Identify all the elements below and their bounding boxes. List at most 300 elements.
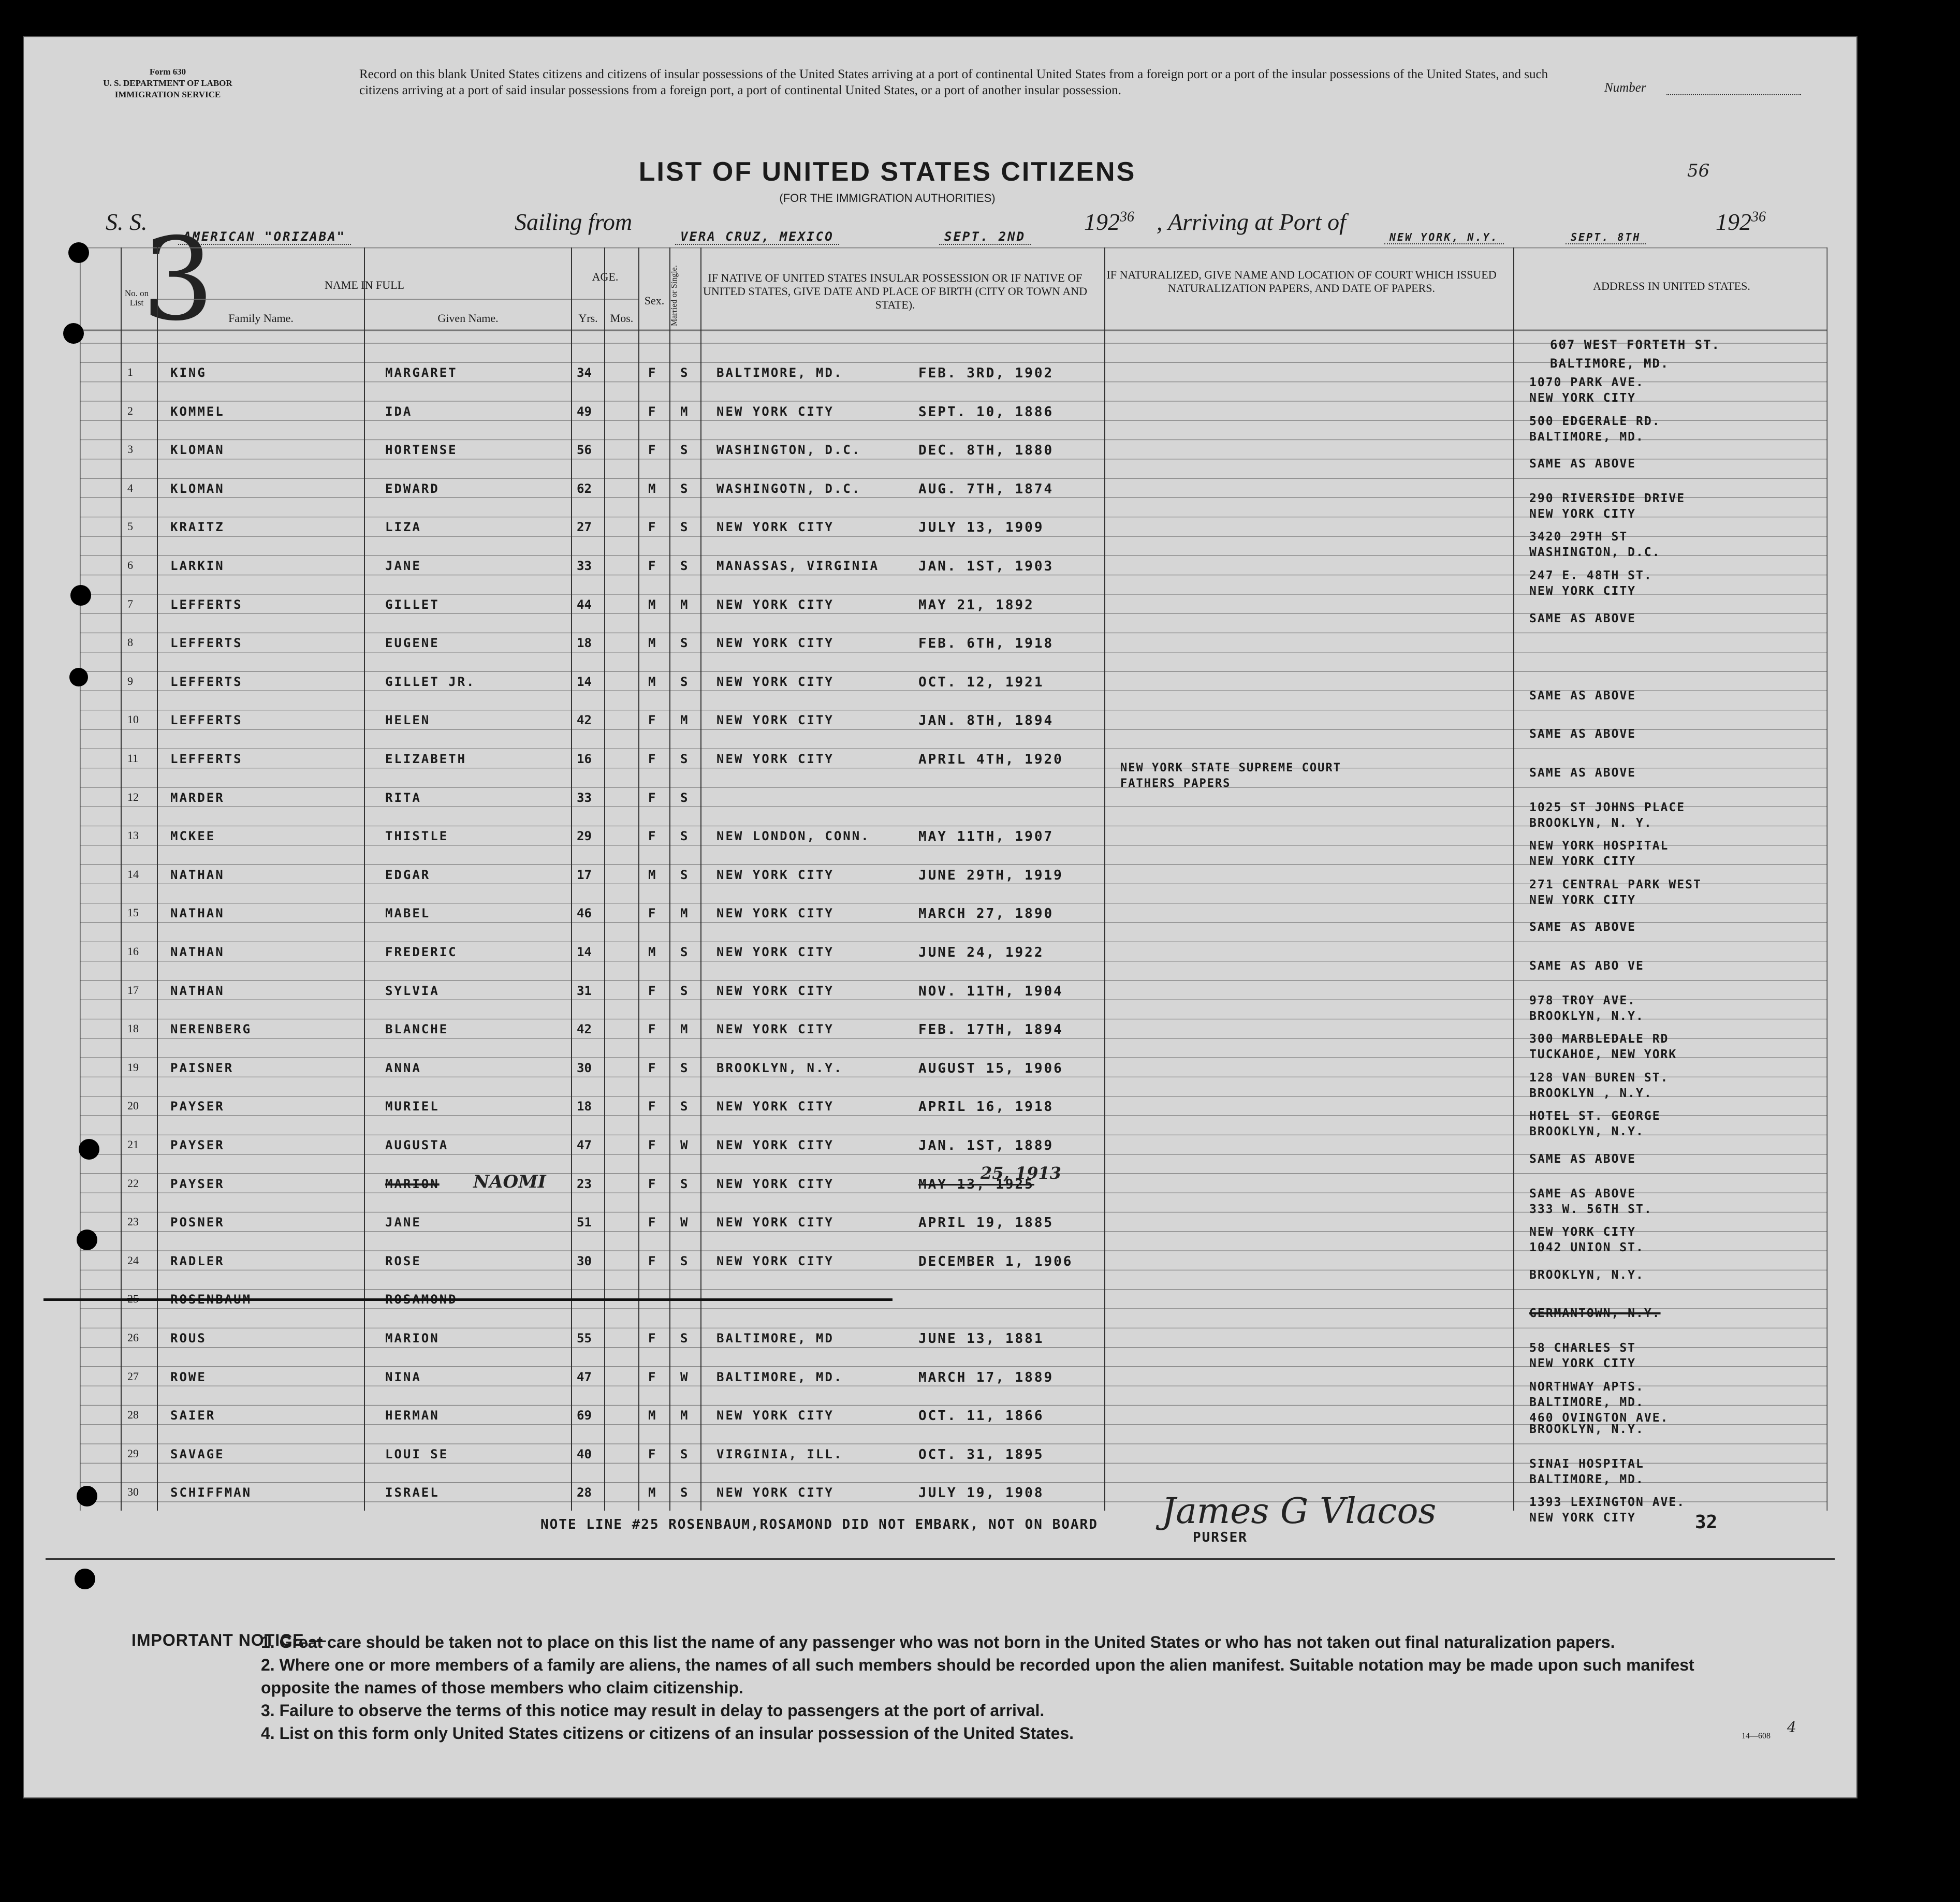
marital-status: S (680, 365, 688, 380)
birth-place: NEW YORK CITY (716, 867, 834, 882)
sex: F (648, 983, 656, 998)
sex: M (648, 674, 656, 689)
age-years: 56 (577, 443, 592, 458)
marital-status: S (680, 481, 688, 496)
birth-place: NEW YORK CITY (716, 597, 834, 612)
row-number: 17 (127, 983, 139, 997)
departure-date-field (939, 218, 1031, 244)
birth-place: NEW YORK CITY (716, 945, 834, 959)
marital-status: S (680, 1331, 688, 1345)
address-line: 1025 ST JOHNS PLACE (1529, 800, 1686, 814)
marital-status: S (680, 1099, 688, 1114)
given-name: EDWARD (385, 481, 440, 496)
binder-hole (75, 1569, 95, 1589)
address-line: BALTIMORE, MD. (1529, 1395, 1644, 1409)
family-name: KING (170, 365, 207, 380)
column-header-naturalization: IF NATURALIZED, GIVE NAME AND LOCATION OF COURT WHICH ISSUED NATURALIZATION PAPERS, AND DATE OF PAPERS. (1106, 268, 1497, 295)
age-years: 46 (577, 906, 592, 921)
given-name: LOUI SE (385, 1446, 449, 1461)
address-line: BROOKLYN, N.Y. (1529, 1009, 1644, 1023)
table-row (80, 1013, 1827, 1062)
sex: F (648, 829, 656, 844)
address-line: NEW YORK CITY (1529, 507, 1636, 521)
given-name: HELEN (385, 713, 431, 728)
age-years: 40 (577, 1446, 592, 1461)
purser-label: PURSER (1193, 1530, 1248, 1545)
table-row (80, 1090, 1827, 1139)
age-years: 14 (577, 945, 592, 959)
family-name: PAYSER (170, 1138, 225, 1152)
strike-through-line (43, 1298, 893, 1301)
address-line: SAME AS ABOVE (1529, 1187, 1636, 1201)
family-name: POSNER (170, 1215, 225, 1230)
address (1529, 1306, 1661, 1321)
birth-place: BROOKLYN, N.Y. (716, 1060, 843, 1075)
notice-item: 3. Failure to observe the terms of this notice may result in delay to passengers at the port of arrival. (261, 1701, 1045, 1720)
row-number: 10 (127, 713, 139, 726)
address-line: TUCKAHOE, NEW YORK (1529, 1048, 1677, 1062)
marital-status: W (680, 1138, 688, 1152)
birth-date: OCT. 12, 1921 (918, 674, 1044, 690)
table-row (80, 704, 1827, 742)
family-name: LARKIN (170, 559, 225, 573)
notice-item: 1. Great care should be taken not to place on this list the name of any passenger who was not born in the United States or who has not taken out final naturalization papers. (261, 1633, 1615, 1651)
address (1529, 726, 1636, 742)
row-number: 9 (127, 674, 133, 687)
address-line: 58 CHARLES ST (1529, 1341, 1636, 1355)
family-name: RADLER (170, 1253, 225, 1268)
address-line: 247 E. 48TH ST. (1529, 569, 1652, 582)
given-name: MARGARET (385, 365, 458, 380)
sex: M (648, 1485, 656, 1500)
footnote: NOTE LINE #25 ROSENBAUM,ROSAMOND DID NOT EMBARK, NOT ON BOARD (540, 1517, 1098, 1532)
birth-date: JAN. 8TH, 1894 (918, 713, 1054, 729)
row-number: 15 (127, 906, 139, 919)
table-row (80, 472, 1827, 521)
family-name: KLOMAN (170, 443, 225, 458)
address-line: NEW YORK CITY (1529, 893, 1636, 907)
row-number: 2 (127, 404, 133, 417)
notice-heading: IMPORTANT NOTICE.— (131, 1631, 327, 1649)
marital-status: S (680, 945, 688, 959)
address-line: SAME AS ABOVE (1529, 611, 1636, 625)
address-line: SINAI HOSPITAL (1529, 1457, 1644, 1471)
family-name: MARDER (170, 790, 225, 805)
row-number: 22 (127, 1176, 139, 1190)
table-row (80, 626, 1827, 665)
column-header-address: ADDRESS IN UNITED STATES. (1593, 280, 1750, 292)
birth-place: NEW YORK CITY (716, 906, 834, 921)
naturalization-line: FATHERS PAPERS (1120, 777, 1231, 790)
address-line: SAME AS ABOVE (1529, 1152, 1636, 1166)
given-name: MURIEL (385, 1099, 440, 1114)
form-department: U. S. DEPARTMENT OF LABOR (103, 78, 232, 88)
address-line: BALTIMORE, MD. (1529, 430, 1644, 444)
marital-status: S (680, 674, 688, 689)
given-name: MABEL (385, 906, 431, 921)
given-name: MARION (385, 1176, 440, 1191)
birth-place: NEW YORK CITY (716, 1408, 834, 1423)
row-number: 29 (127, 1446, 139, 1460)
departure-port-field (675, 218, 839, 244)
address (1529, 1495, 1685, 1526)
row-number: 13 (127, 829, 139, 842)
section-divider (46, 1558, 1835, 1560)
page-count: 32 (1695, 1512, 1718, 1533)
address-line: BROOKLYN, N.Y. (1529, 1268, 1644, 1282)
address (1529, 611, 1636, 626)
form-code: 14—608 (1742, 1732, 1771, 1740)
sex: F (648, 443, 656, 458)
binder-hole (68, 242, 89, 263)
list-number-mark: 3 (142, 213, 214, 346)
arrival-date: SEPT. 8TH (1566, 231, 1646, 244)
column-header-age: AGE. (592, 270, 619, 283)
sex: F (648, 1022, 656, 1037)
given-name: GILLET (385, 597, 440, 612)
age-years: 69 (577, 1408, 592, 1423)
marital-status: S (680, 1060, 688, 1075)
family-name: LEFFERTS (170, 636, 243, 651)
marital-status: S (680, 752, 688, 766)
age-years: 18 (577, 636, 592, 651)
sex: M (648, 867, 656, 882)
table-row (80, 1163, 1827, 1216)
form-service: IMMIGRATION SERVICE (114, 90, 221, 99)
column-header-family-name: Family Name. (228, 312, 294, 325)
table-row (80, 1399, 1827, 1438)
arrival-year: $192^{36}$ (1716, 209, 1766, 235)
marital-status: S (680, 559, 688, 573)
marital-status: S (680, 520, 688, 535)
birth-date: APRIL 4TH, 1920 (918, 752, 1063, 767)
column-header-birth: IF NATIVE OF UNITED STATES INSULAR POSSESSION OR IF NATIVE OF UNITED STATES, GIVE DATE AND PLACE OF BIRTH (CITY OR TOWN AND STATE). (703, 271, 1088, 311)
birth-place: NEW YORK CITY (716, 636, 834, 651)
row-number: 12 (127, 790, 139, 803)
row-number: 5 (127, 520, 133, 533)
age-years: 28 (577, 1485, 592, 1500)
address-line: SAME AS ABOVE (1529, 689, 1636, 703)
table-row (80, 820, 1827, 869)
address-line: NEW YORK CITY (1529, 1225, 1636, 1239)
address-line: GERMANTOWN, N.Y. (1529, 1307, 1661, 1321)
marital-status: S (680, 1176, 688, 1191)
address (1529, 958, 1644, 974)
address-line: NEW YORK CITY (1529, 1511, 1636, 1525)
arriving-label: , Arriving at Port of (1157, 209, 1346, 235)
table-row (80, 588, 1827, 627)
marital-status: M (680, 1408, 688, 1423)
row-number: 6 (127, 559, 133, 572)
form-identifier (90, 66, 245, 100)
age-years: 14 (577, 674, 592, 689)
marital-status: M (680, 1022, 688, 1037)
age-years: 55 (577, 1331, 592, 1345)
birth-date: MARCH 17, 1889 (918, 1369, 1054, 1385)
ship-name: AMERICAN "ORIZABA" (178, 229, 351, 245)
birth-date: APRIL 16, 1918 (918, 1099, 1054, 1115)
address-line: SAME AS ABO VE (1529, 959, 1644, 973)
row-number: 11 (127, 752, 139, 765)
given-name: RITA (385, 790, 421, 805)
address (1529, 688, 1636, 704)
address-line: SAME AS ABOVE (1529, 766, 1636, 780)
sex: F (648, 1176, 656, 1191)
address-line: SAME AS ABOVE (1529, 457, 1636, 471)
birth-place: NEW YORK CITY (716, 674, 834, 689)
number-blank-line (1666, 94, 1801, 95)
birth-place: NEW YORK CITY (716, 1022, 834, 1037)
birth-date: FEB. 3RD, 1902 (918, 365, 1054, 381)
arrival-port: NEW YORK, N.Y. (1384, 231, 1504, 244)
page-subtitle: (FOR THE IMMIGRATION AUTHORITIES) (779, 192, 996, 204)
address-line: 290 RIVERSIDE DRIVE (1529, 491, 1686, 505)
age-years: 33 (577, 559, 592, 573)
sex: F (648, 1138, 656, 1152)
given-name: EUGENE (385, 636, 440, 651)
family-name: SCHIFFMAN (170, 1485, 252, 1500)
row-number: 7 (127, 597, 133, 610)
marital-status: S (680, 636, 688, 651)
given-name: FREDERIC (385, 945, 458, 959)
marital-status: S (680, 1253, 688, 1268)
family-name: SAIER (170, 1408, 216, 1423)
sex: F (648, 365, 656, 380)
table-row (80, 510, 1827, 560)
naturalization-court (1120, 760, 1341, 792)
address-line: BROOKLYN, N. Y. (1529, 816, 1652, 830)
row-number: 16 (127, 945, 139, 958)
given-name: AUGUSTA (385, 1138, 449, 1152)
birth-date: FEB. 17TH, 1894 (918, 1022, 1063, 1038)
sheet-number: 56 (1687, 160, 1710, 181)
given-name: ROSE (385, 1253, 421, 1268)
address-line: 333 W. 56TH ST. (1529, 1202, 1652, 1216)
address-line: 271 CENTRAL PARK WEST (1529, 877, 1702, 891)
table-row (80, 1051, 1827, 1100)
row-number: 3 (127, 443, 133, 456)
sex: F (648, 1369, 656, 1384)
column-header-marital-status: Married or Single. (670, 265, 679, 326)
age-years: 47 (577, 1138, 592, 1152)
address-line: 1393 LEXINGTON AVE. (1529, 1496, 1686, 1510)
address (1529, 1422, 1644, 1437)
birth-place: NEW YORK CITY (716, 1176, 834, 1191)
address-line: BROOKLYN, N.Y. (1529, 1125, 1644, 1139)
address-line: SAME AS ABOVE (1529, 727, 1636, 741)
age-years: 18 (577, 1099, 592, 1114)
first-address: 607 WEST FORTETH ST. BALTIMORE, MD. (1550, 338, 1720, 371)
given-name: ROSAMOND (385, 1292, 458, 1307)
marital-status: S (680, 443, 688, 458)
sex: M (648, 945, 656, 959)
form-number: Form 630 (149, 67, 186, 77)
sex: M (648, 1408, 656, 1423)
birth-place: NEW YORK CITY (716, 1485, 834, 1500)
sex: F (648, 520, 656, 535)
family-name: ROUS (170, 1331, 207, 1345)
row-number: 4 (127, 481, 133, 494)
marital-status: S (680, 829, 688, 844)
row-number: 21 (127, 1138, 139, 1151)
birth-place: NEW YORK CITY (716, 1215, 834, 1230)
address-line: SAME AS ABOVE (1529, 920, 1636, 934)
address-line: 1042 UNION ST. (1529, 1241, 1644, 1255)
row-number: 30 (127, 1485, 139, 1499)
birth-date: JUNE 13, 1881 (918, 1331, 1044, 1347)
address-line: NEW YORK CITY (1529, 1357, 1636, 1370)
address-line: 1070 PARK AVE. (1529, 376, 1644, 389)
age-years: 51 (577, 1215, 592, 1230)
marital-status: S (680, 867, 688, 882)
age-years: 17 (577, 867, 592, 882)
table-row (80, 1206, 1827, 1255)
given-name: HORTENSE (385, 443, 458, 458)
marital-status: S (680, 983, 688, 998)
arrival-date-field (1566, 218, 1646, 241)
table-row (80, 935, 1827, 974)
family-name: LEFFERTS (170, 752, 243, 766)
departure-year: $192^{36}$ (1084, 209, 1134, 235)
birth-date: APRIL 19, 1885 (918, 1215, 1054, 1231)
marital-status: M (680, 597, 688, 612)
birth-date: DEC. 8TH, 1880 (918, 443, 1054, 459)
address (1529, 919, 1636, 935)
age-years: 29 (577, 829, 592, 844)
table-row (80, 1283, 1827, 1322)
family-name: MCKEE (170, 829, 216, 844)
row-number: 23 (127, 1215, 139, 1228)
page-mark: 4 (1787, 1719, 1796, 1736)
sex: F (648, 1099, 656, 1114)
table-row (80, 742, 1827, 781)
family-name: ROWE (170, 1369, 207, 1384)
birth-place: WASHINGTON, D.C. (716, 443, 861, 458)
family-name: NATHAN (170, 867, 225, 882)
address-line: 460 OVINGTON AVE. (1529, 1411, 1669, 1425)
binder-hole (77, 1486, 97, 1506)
age-years: 16 (577, 752, 592, 766)
sex: F (648, 752, 656, 766)
birth-date: AUG. 7TH, 1874 (918, 481, 1054, 497)
given-name: THISTLE (385, 829, 449, 844)
table-row (80, 1322, 1827, 1370)
address-line: NEW YORK CITY (1529, 391, 1636, 405)
birth-place: NEW YORK CITY (716, 1099, 834, 1114)
sex: F (648, 559, 656, 573)
family-name: SAVAGE (170, 1446, 225, 1461)
family-name: PAYSER (170, 1099, 225, 1114)
address (1529, 1151, 1636, 1167)
age-years: 62 (577, 481, 592, 496)
age-years: 47 (577, 1369, 592, 1384)
departure-port: VERA CRUZ, MEXICO (675, 229, 839, 245)
page-title: LIST OF UNITED STATES CITIZENS (638, 157, 1136, 187)
family-name: NERENBERG (170, 1022, 252, 1037)
family-name: KLOMAN (170, 481, 225, 496)
table-row (80, 1438, 1827, 1486)
binder-hole (70, 585, 91, 606)
birth-place: NEW YORK CITY (716, 1138, 834, 1152)
given-name: ELIZABETH (385, 752, 467, 766)
row-number: 19 (127, 1060, 139, 1074)
given-name: ISRAEL (385, 1485, 440, 1500)
sex: F (648, 713, 656, 728)
departure-date: SEPT. 2ND (939, 229, 1031, 245)
birth-date: FEB. 6TH, 1918 (918, 636, 1054, 652)
row-number: 25 (127, 1292, 139, 1306)
address-line: WASHINGTON, D.C. (1529, 546, 1661, 560)
address (1529, 1267, 1644, 1283)
birth-date: MAY 21, 1892 (918, 597, 1034, 613)
marital-status: S (680, 1446, 688, 1461)
birth-place: NEW YORK CITY (716, 1253, 834, 1268)
given-name: IDA (385, 404, 413, 419)
sex: F (648, 404, 656, 419)
table-row (80, 1245, 1827, 1283)
birth-place: NEW LONDON, CONN. (716, 829, 870, 844)
address-line: 300 MARBLEDALE RD (1529, 1032, 1669, 1046)
column-header-sex: Sex. (644, 294, 665, 307)
given-name: BLANCHE (385, 1022, 449, 1037)
address-line: BROOKLYN , N.Y. (1529, 1086, 1652, 1100)
given-name: NINA (385, 1369, 421, 1384)
birth-place: NEW YORK CITY (716, 752, 834, 766)
birth-place: BALTIMORE, MD (716, 1331, 834, 1345)
birth-date-correction: 25, 1913 (981, 1163, 1061, 1183)
row-number: 24 (127, 1253, 139, 1267)
manifest-page (23, 36, 1857, 1798)
given-name: JANE (385, 559, 421, 573)
sex: M (648, 597, 656, 612)
birth-date: AUGUST 15, 1906 (918, 1060, 1063, 1076)
birth-place: MANASSAS, VIRGINIA (716, 559, 880, 573)
birth-place: NEW YORK CITY (716, 713, 834, 728)
row-number: 20 (127, 1099, 139, 1113)
given-name: MARION (385, 1331, 440, 1345)
age-years: 49 (577, 404, 592, 419)
table-row (80, 549, 1827, 598)
family-name: PAISNER (170, 1060, 234, 1075)
birth-date: JULY 13, 1909 (918, 520, 1044, 536)
address-line: 3420 29TH ST (1529, 530, 1628, 544)
address-line: NEW YORK CITY (1529, 584, 1636, 598)
birth-date: OCT. 11, 1866 (918, 1408, 1044, 1424)
birth-date: SEPT. 10, 1886 (918, 404, 1054, 420)
table-row (80, 433, 1827, 472)
birth-date: JUNE 29TH, 1919 (918, 867, 1063, 883)
marital-status: W (680, 1215, 688, 1230)
birth-date: MAY 13, 1925 (918, 1176, 1034, 1192)
age-years: 31 (577, 983, 592, 998)
birth-place: VIRGINIA, ILL. (716, 1446, 843, 1461)
age-years: 42 (577, 1022, 592, 1037)
column-header-months: Mos. (610, 312, 634, 325)
family-name: NATHAN (170, 983, 225, 998)
given-name: EDGAR (385, 867, 431, 882)
address (1529, 456, 1636, 472)
table-row (80, 665, 1827, 704)
sex: F (648, 1060, 656, 1075)
table-row (80, 897, 1827, 935)
marital-status: S (680, 1485, 688, 1500)
sailing-label: Sailing from (515, 209, 633, 235)
sex: F (648, 1253, 656, 1268)
family-name: ROSENBAUM (170, 1292, 252, 1307)
birth-date: JUNE 24, 1922 (918, 945, 1044, 960)
given-name: LIZA (385, 520, 421, 535)
birth-date: JAN. 1ST, 1889 (918, 1138, 1054, 1153)
